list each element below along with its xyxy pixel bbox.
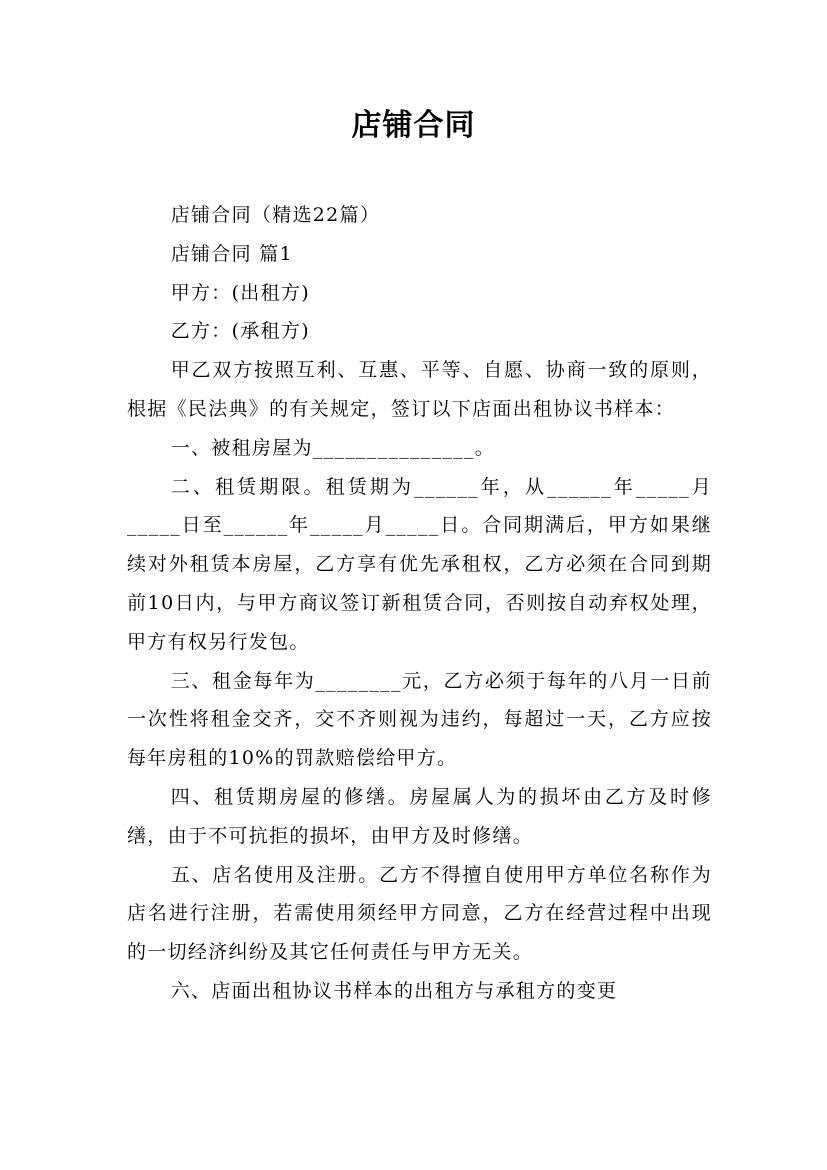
document-title: 店铺合同: [351, 108, 476, 143]
paragraph-clause-2: 二、租赁期限。租赁期为______年，从______年_____月_____日至______年_____月_____日。合同期满后，甲方如果继续对外租赁本房屋，乙方享有优先承租权，乙方必须在合同到期前10日内，与甲方商议签订新租赁合同，否则按自动弃权处理，甲方有权另行发包。: [127, 475, 712, 653]
paragraph-party-a: 甲方：(出租方): [170, 281, 310, 304]
paragraph-clause-4: 四、租赁期房屋的修缮。房屋属人为的损坏由乙方及时修缮，由于不可抗拒的损坏，由甲方及时修缮。: [127, 785, 712, 847]
paragraph-preamble: 甲乙双方按照互利、互惠、平等、自愿、协商一致的原则，根据《民法典》的有关规定，签订以下店面出租协议书样本：: [127, 359, 712, 420]
paragraph-clause-3: 三、租金每年为________元，乙方必须于每年的八月一日前一次性将租金交齐，交不齐则视为违约，每超过一天，乙方应按每年房租的10%的罚款赔偿给甲方。: [127, 669, 712, 770]
paragraph-collection-heading: 店铺合同（精选22篇）: [170, 204, 381, 226]
paragraph-section-heading: 店铺合同 篇1: [170, 242, 293, 265]
paragraph-clause-6: 六、店面出租协议书样本的出租方与承租方的变更: [170, 979, 618, 1002]
paragraph-clause-5: 五、店名使用及注册。乙方不得擅自使用甲方单位名称作为店名进行注册，若需使用须经甲方同意，乙方在经营过程中出现的一切经济纠纷及其它任何责任与甲方无关。: [127, 863, 712, 964]
document-body: [127, 196, 712, 1011]
paragraph-clause-1: 一、被租房屋为_______________。: [170, 436, 496, 459]
paragraph-party-b: 乙方：(承租方): [170, 320, 310, 343]
